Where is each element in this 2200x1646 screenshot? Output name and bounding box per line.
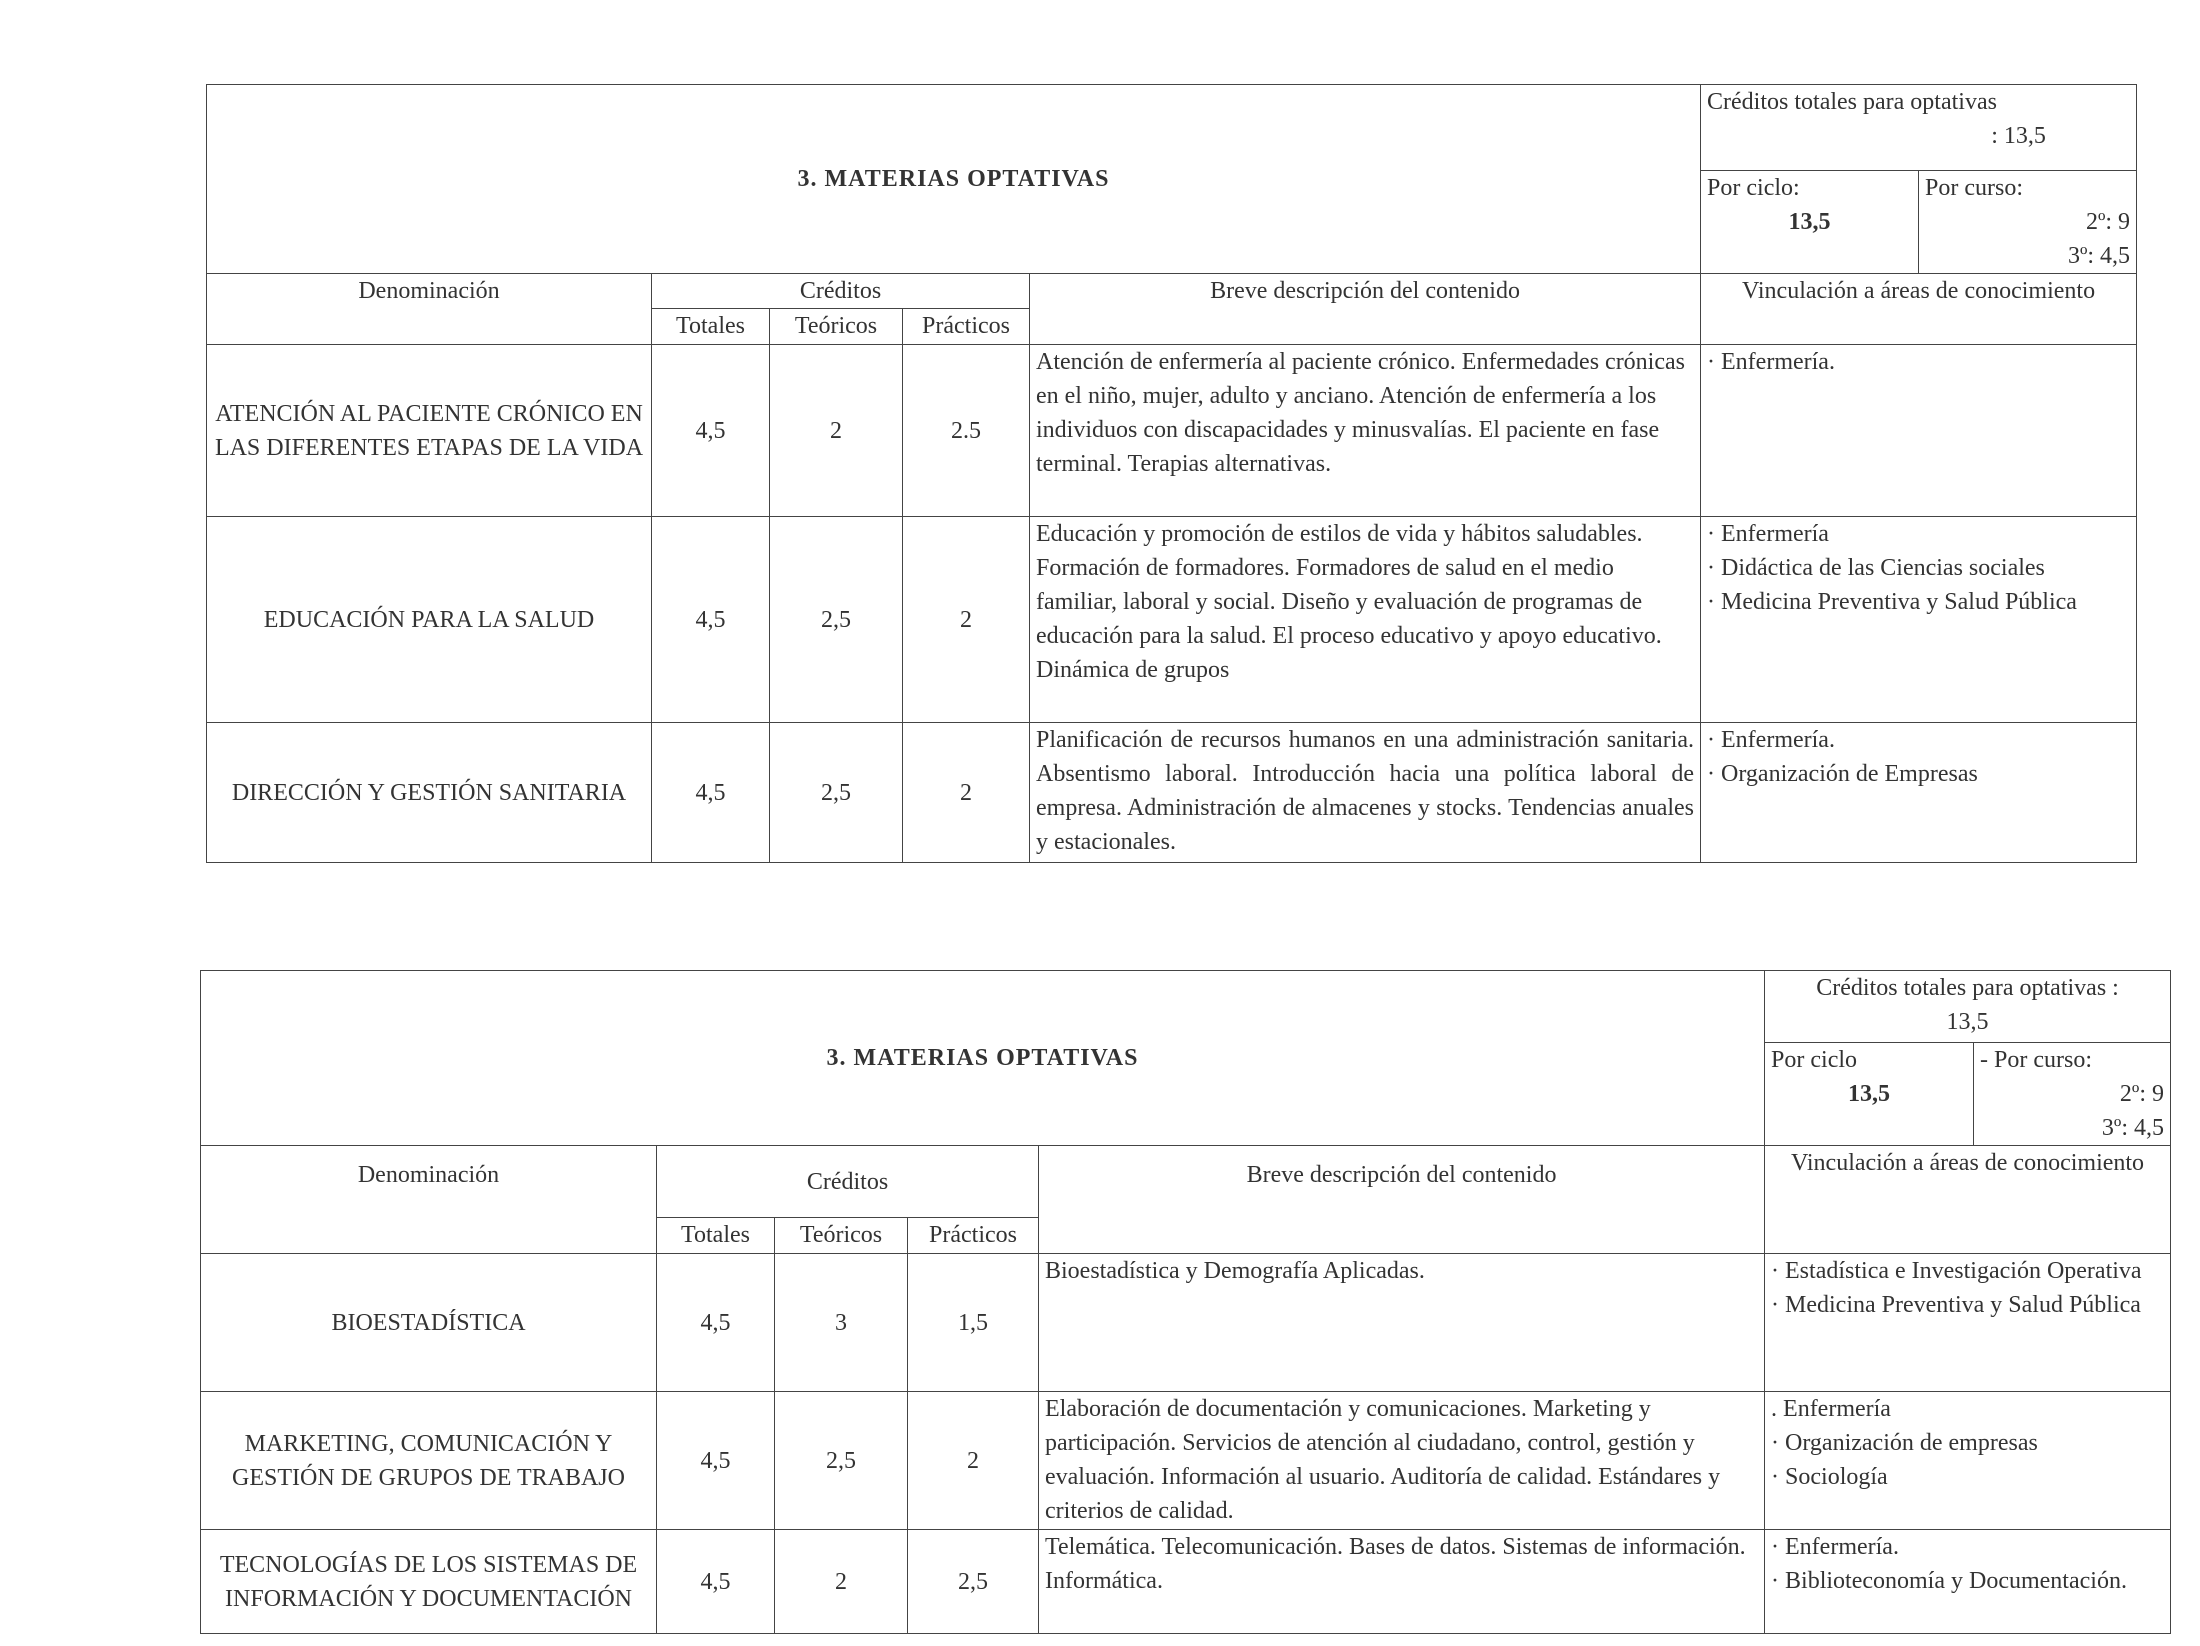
creditos-totales: 4,5	[652, 723, 770, 863]
creditos-totales: 4,5	[657, 1392, 775, 1530]
por-curso-3: 3º: 4,5	[2067, 243, 2131, 269]
materia-description: Educación y promoción de estilos de vida y hábitos saludables. Formación de formadores. Formadores de salud en el medio familiar, laboral y social. Diseño y evaluación de programas de educación para la salud. El proceso educativo y apoyo educativo. Dinámica de grupos	[1030, 517, 1701, 723]
creditos-totales-value: : 13,5	[1991, 123, 2046, 149]
areas-list	[1701, 517, 2137, 723]
area-item: · Enfermería.	[1707, 727, 1835, 753]
area-item: · Enfermería	[1707, 521, 1829, 547]
col-vinculacion: Vinculación a áreas de conocimiento	[1701, 274, 2137, 345]
optativas-table-1	[206, 84, 2137, 863]
area-item: . Enfermería	[1771, 1396, 1891, 1422]
col-denominacion: Denominación	[201, 1146, 657, 1254]
creditos-teoricos: 3	[775, 1254, 908, 1392]
area-item: · Didáctica de las Ciencias sociales	[1707, 555, 2045, 581]
creditos-totales: 4,5	[652, 345, 770, 517]
table-row	[207, 723, 2137, 863]
creditos-totales: 4,5	[657, 1530, 775, 1634]
materia-name: BIOESTADÍSTICA	[201, 1254, 657, 1392]
col-totales: Totales	[657, 1218, 775, 1254]
materia-description: Elaboración de documentación y comunicaciones. Marketing y participación. Servicios de atención al ciudadano, control, gestión y evaluación. Información al usuario. Auditoría de calidad. Estándares y criterios de calidad.	[1039, 1392, 1765, 1530]
col-denominacion: Denominación	[207, 274, 652, 345]
table-row	[207, 345, 2137, 517]
table-row	[207, 517, 2137, 723]
col-descripcion: Breve descripción del contenido	[1039, 1146, 1765, 1254]
por-curso-2: 2º: 9	[2119, 1081, 2165, 1107]
optativas-table-2	[200, 970, 2171, 1634]
creditos-totales: 4,5	[657, 1254, 775, 1392]
materia-name: EDUCACIÓN PARA LA SALUD	[207, 517, 652, 723]
col-practicos: Prácticos	[903, 309, 1030, 345]
materia-name: ATENCIÓN AL PACIENTE CRÓNICO EN LAS DIFERENTES ETAPAS DE LA VIDA	[207, 345, 652, 517]
creditos-totales-label: Créditos totales para optativas	[1707, 89, 1997, 115]
col-teoricos: Teóricos	[770, 309, 903, 345]
creditos-teoricos: 2,5	[770, 723, 903, 863]
section-title: 3. MATERIAS OPTATIVAS	[201, 971, 1765, 1146]
area-item: · Organización de empresas	[1771, 1430, 2038, 1456]
section-title: 3. MATERIAS OPTATIVAS	[207, 85, 1701, 274]
area-item: · Biblioteconomía y Documentación.	[1771, 1568, 2127, 1594]
col-creditos: Créditos	[657, 1146, 1039, 1218]
materia-description: Atención de enfermería al paciente crónico. Enfermedades crónicas en el niño, mujer, adulto y anciano. Atención de enfermería a los individuos con discapacidades y minusvalías. El paciente en fase terminal. Terapias alternativas.	[1030, 345, 1701, 517]
creditos-practicos: 1,5	[908, 1254, 1039, 1392]
por-curso-label: Por curso:	[1925, 175, 2024, 201]
por-curso-3: 3º: 4,5	[2101, 1115, 2165, 1141]
creditos-totales-cell	[1765, 971, 2171, 1043]
creditos-practicos: 2,5	[908, 1530, 1039, 1634]
areas-list	[1701, 723, 2137, 863]
table-row	[201, 1254, 2171, 1392]
materia-name: TECNOLOGÍAS DE LOS SISTEMAS DE INFORMACIÓN Y DOCUMENTACIÓN	[201, 1530, 657, 1634]
por-ciclo-value: 13,5	[1788, 209, 1831, 235]
areas-list	[1765, 1530, 2171, 1634]
area-item: · Estadística e Investigación Operativa	[1771, 1258, 2142, 1284]
areas-list	[1701, 345, 2137, 517]
creditos-totales-label: Créditos totales para optativas :	[1816, 975, 2119, 1001]
por-curso-cell	[1919, 171, 2137, 274]
areas-list	[1765, 1254, 2171, 1392]
area-item: · Organización de Empresas	[1707, 761, 1978, 787]
creditos-practicos: 2	[908, 1392, 1039, 1530]
materia-description: Bioestadística y Demografía Aplicadas.	[1039, 1254, 1765, 1392]
area-item: · Medicina Preventiva y Salud Pública	[1707, 589, 2077, 615]
creditos-totales-value: 13,5	[1946, 1009, 1989, 1035]
table-row	[201, 1530, 2171, 1634]
por-ciclo-cell	[1765, 1043, 1974, 1146]
por-ciclo-cell	[1701, 171, 1919, 274]
creditos-teoricos: 2,5	[770, 517, 903, 723]
por-ciclo-value: 13,5	[1848, 1081, 1891, 1107]
creditos-totales-cell	[1701, 85, 2137, 171]
creditos-teoricos: 2,5	[775, 1392, 908, 1530]
por-curso-label: - Por curso:	[1980, 1047, 2093, 1073]
creditos-totales: 4,5	[652, 517, 770, 723]
materia-description: Planificación de recursos humanos en una administración sanitaria. Absentismo laboral. Introducción hacia una política laboral de empresa. Administración de almacenes y stocks. Tendencias anuales y estacionales.	[1030, 723, 1701, 863]
por-curso-2: 2º: 9	[2085, 209, 2131, 235]
por-ciclo-label: Por ciclo:	[1707, 175, 1800, 201]
materia-name: MARKETING, COMUNICACIÓN Y GESTIÓN DE GRUPOS DE TRABAJO	[201, 1392, 657, 1530]
col-descripcion: Breve descripción del contenido	[1030, 274, 1701, 345]
creditos-practicos: 2	[903, 517, 1030, 723]
area-item: · Enfermería.	[1771, 1534, 1899, 1560]
areas-list	[1765, 1392, 2171, 1530]
creditos-teoricos: 2	[775, 1530, 908, 1634]
table-row	[201, 1392, 2171, 1530]
materia-name: DIRECCIÓN Y GESTIÓN SANITARIA	[207, 723, 652, 863]
materia-description: Telemática. Telecomunicación. Bases de datos. Sistemas de información. Informática.	[1039, 1530, 1765, 1634]
por-curso-cell	[1974, 1043, 2171, 1146]
creditos-practicos: 2.5	[903, 345, 1030, 517]
col-practicos: Prácticos	[908, 1218, 1039, 1254]
creditos-teoricos: 2	[770, 345, 903, 517]
col-vinculacion: Vinculación a áreas de conocimiento	[1765, 1146, 2171, 1254]
col-creditos: Créditos	[652, 274, 1030, 309]
col-totales: Totales	[652, 309, 770, 345]
col-teoricos: Teóricos	[775, 1218, 908, 1254]
area-item: · Enfermería.	[1707, 349, 1835, 375]
area-item: · Sociología	[1771, 1464, 1888, 1490]
area-item: · Medicina Preventiva y Salud Pública	[1771, 1292, 2141, 1318]
por-ciclo-label: Por ciclo	[1771, 1047, 1858, 1073]
creditos-practicos: 2	[903, 723, 1030, 863]
